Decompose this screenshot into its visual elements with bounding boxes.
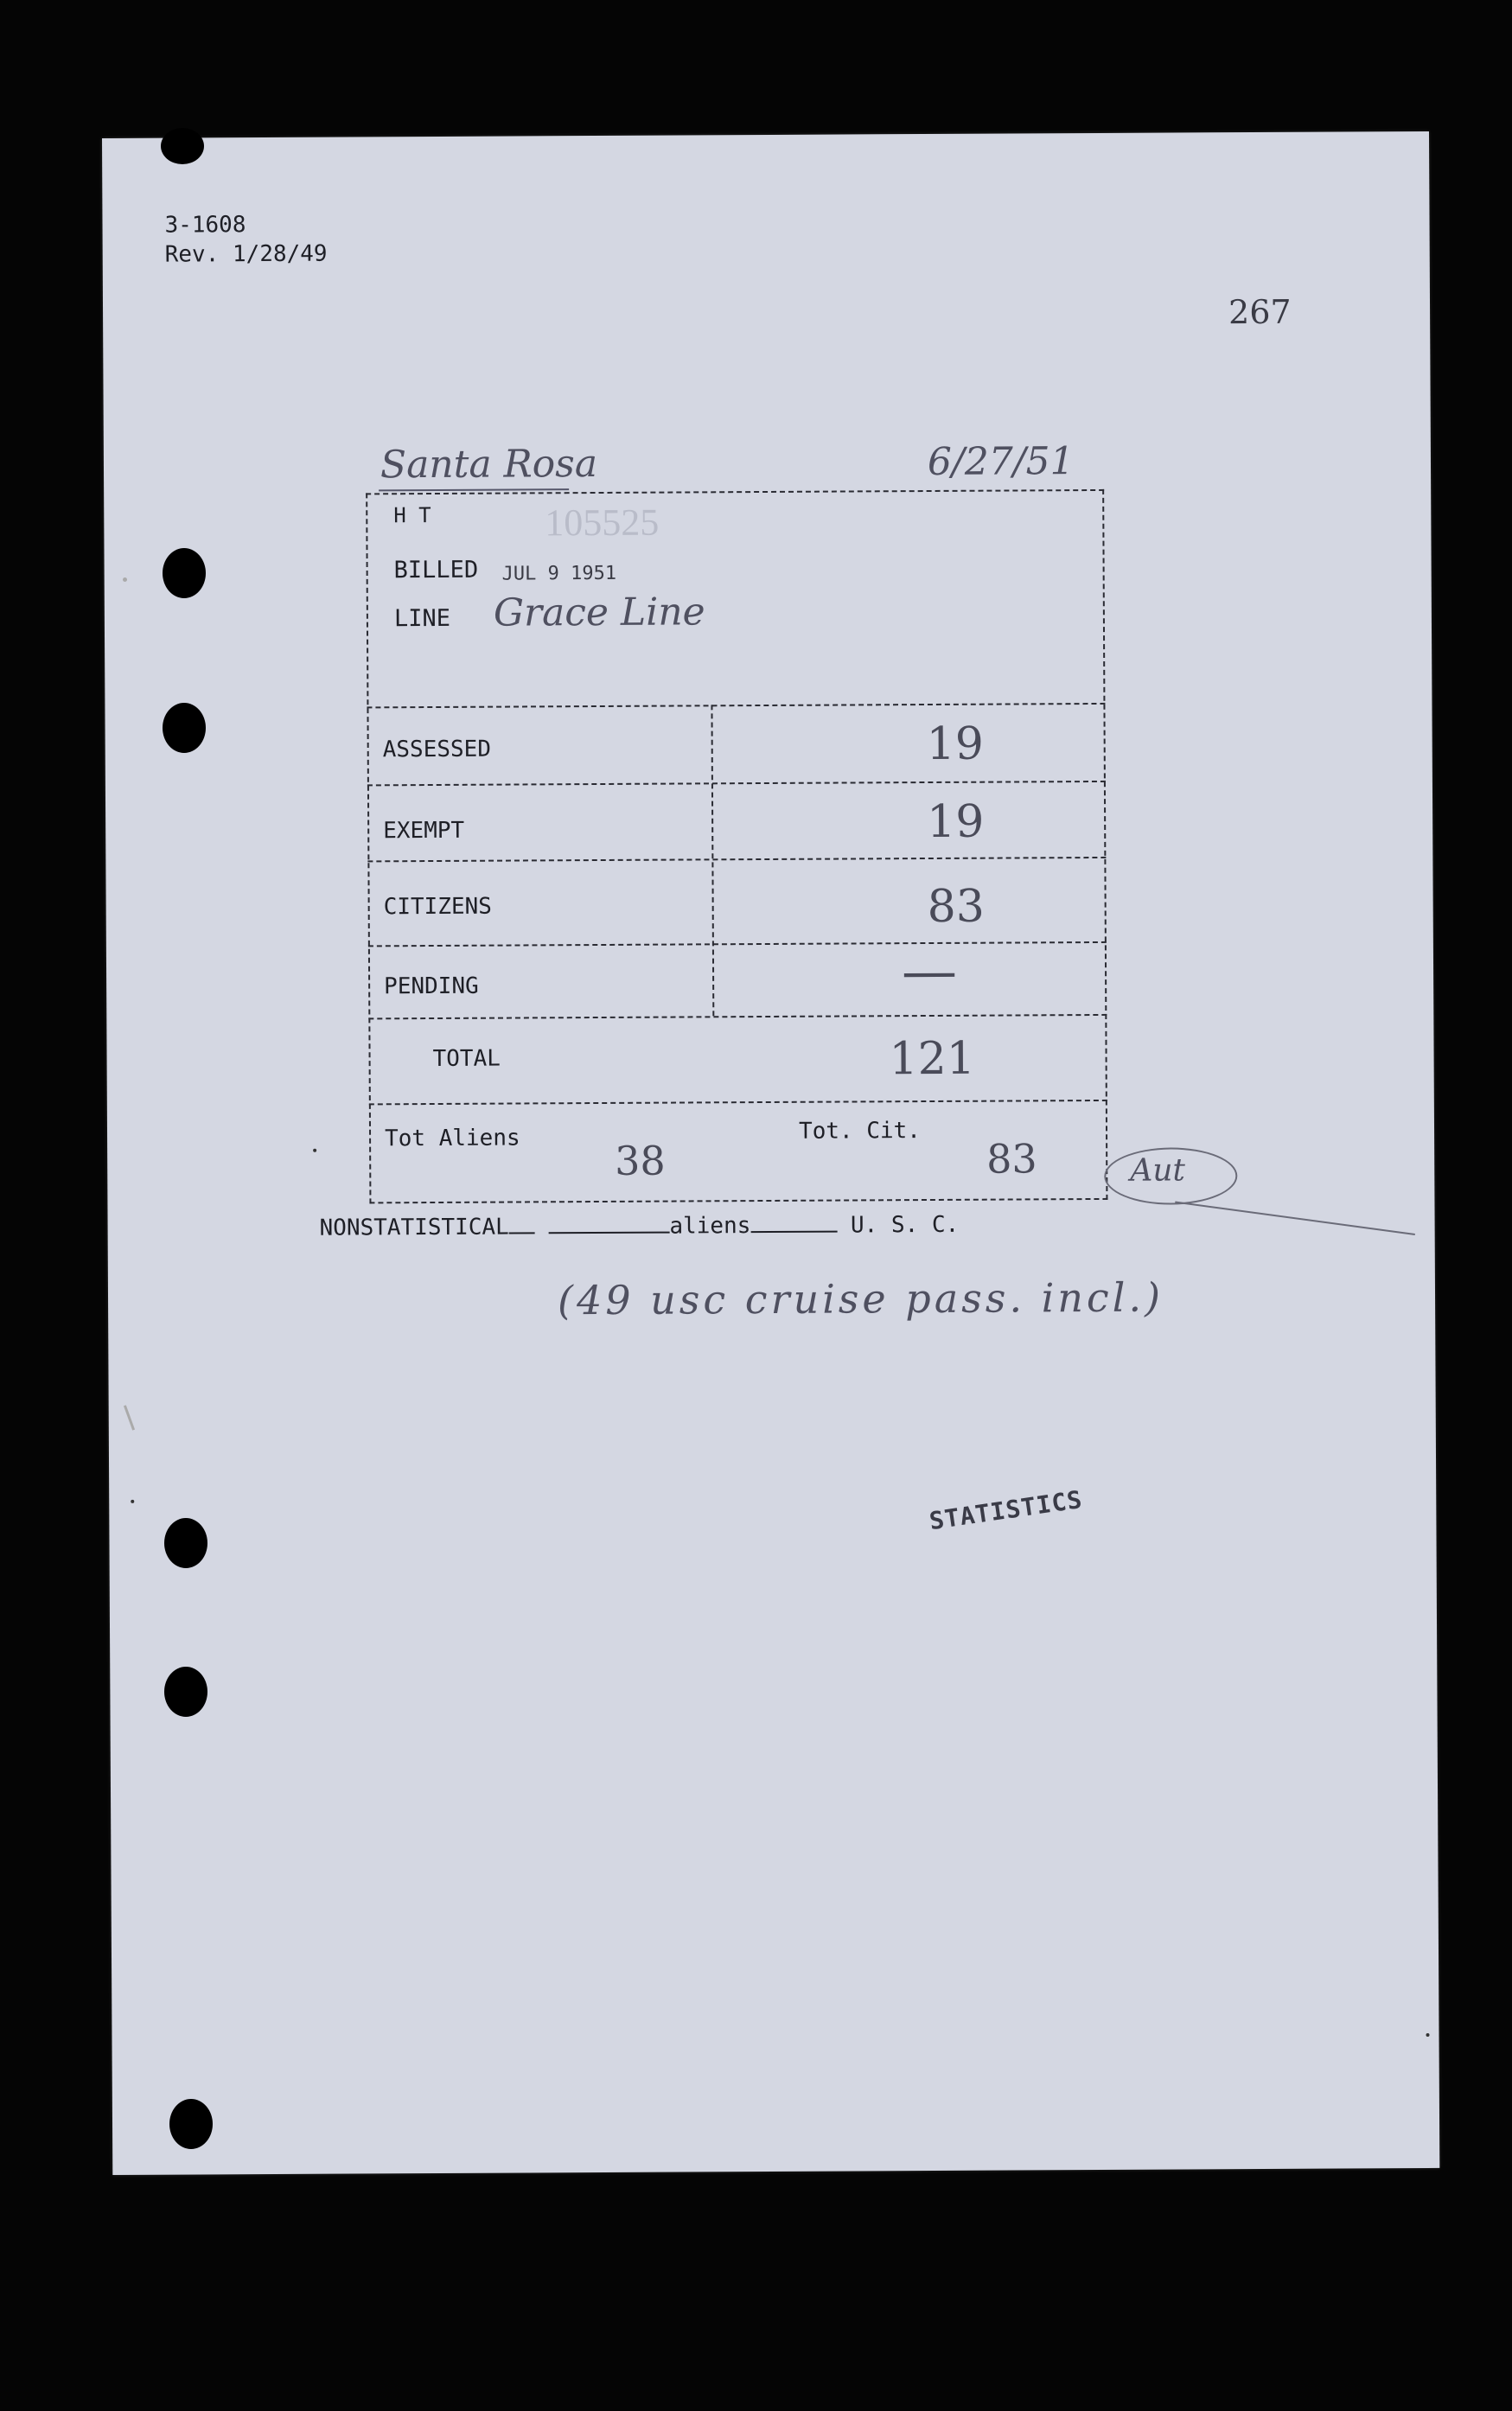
usc-label: U. S. C.	[850, 1211, 960, 1239]
total-label: TOTAL	[432, 1045, 501, 1073]
pending-divider	[368, 1014, 1107, 1019]
nonstatistical-blank-2	[548, 1211, 669, 1234]
scan-speck	[313, 1149, 316, 1152]
binder-hole	[169, 2099, 213, 2149]
billed-label: BILLED	[393, 556, 479, 584]
binder-hole	[163, 703, 206, 753]
scan-speck	[131, 1500, 134, 1503]
scan-speck	[1426, 2033, 1429, 2037]
edge-mark	[123, 577, 127, 582]
passenger-tally-card	[366, 489, 1107, 1203]
citizens-divider	[368, 941, 1107, 947]
line-label: LINE	[393, 604, 451, 633]
assessed-value: 19	[926, 718, 985, 771]
initials-tail-stroke	[1175, 1202, 1415, 1235]
header-divider	[367, 703, 1105, 708]
binder-hole	[164, 1667, 207, 1717]
form-number: 3-1608	[164, 212, 246, 239]
vessel-name: Santa Rosa	[380, 442, 598, 488]
exempt-label: EXEMPT	[383, 817, 465, 845]
total-aliens-label: Tot Aliens	[384, 1125, 520, 1152]
billed-date: JUL 9 1951	[501, 562, 617, 585]
aliens-label: aliens	[669, 1213, 751, 1240]
form-revision: Rev. 1/28/49	[164, 240, 328, 268]
total-divider	[369, 1100, 1107, 1105]
pending-label: PENDING	[384, 973, 479, 1000]
total-aliens-value: 38	[615, 1137, 666, 1184]
ht-label: H T	[393, 503, 431, 528]
binder-hole	[161, 128, 204, 164]
exempt-value: 19	[926, 795, 985, 849]
cruise-passenger-note: (49 usc cruise pass. incl.)	[557, 1273, 1164, 1324]
initials: Aut	[1130, 1152, 1186, 1189]
line-name: Grace Line	[493, 590, 705, 635]
nonstatistical-blank-1	[509, 1211, 535, 1234]
statistics-stamp-text: STATISTICS	[927, 1484, 1085, 1536]
statistics-stamp	[928, 1485, 1084, 1535]
total-citizens-value: 83	[986, 1135, 1037, 1183]
record-date: 6/27/51	[927, 439, 1075, 485]
column-divider	[711, 705, 714, 1016]
vessel-name-underline	[379, 488, 569, 491]
document-page	[102, 131, 1439, 2175]
exempt-divider	[367, 857, 1106, 862]
assessed-divider	[367, 781, 1106, 786]
nonstatistical-line	[320, 1209, 960, 1241]
binder-hole	[163, 548, 206, 598]
ht-number: 105525	[545, 501, 660, 545]
aliens-blank	[750, 1210, 837, 1234]
page-number: 267	[1228, 292, 1292, 332]
assessed-label: ASSESSED	[382, 736, 492, 763]
pending-value-text: —	[901, 939, 958, 1005]
nonstatistical-label: NONSTATISTICAL	[319, 1214, 509, 1241]
citizens-value: 83	[927, 880, 985, 934]
binder-hole	[164, 1518, 207, 1568]
total-value: 121	[889, 1032, 976, 1086]
citizens-label: CITIZENS	[383, 893, 492, 921]
total-citizens-label: Tot. Cit.	[798, 1118, 921, 1145]
